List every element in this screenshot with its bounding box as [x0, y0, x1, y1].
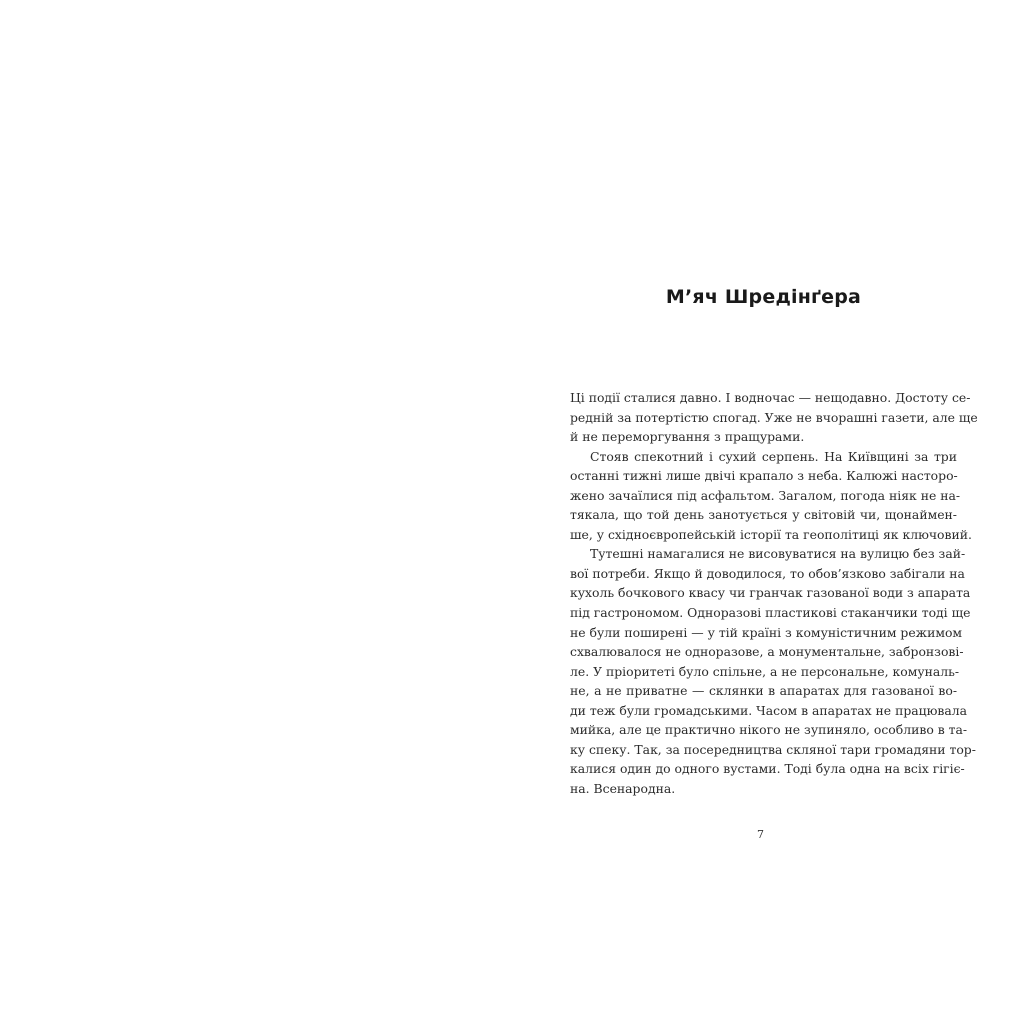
page-number: 7: [757, 828, 764, 841]
text-line: схвалювалося не одноразове, а монументальне, забронзові-: [570, 644, 964, 660]
text-line: не були поширені — у тій країні з комуністичним режимом: [570, 624, 963, 640]
text-line: калися один до одного вустами. Тоді була одна на всіх гігіє-: [570, 761, 965, 777]
text-line: вої потреби. Якщо й доводилося, то обов’язково забігали на: [570, 565, 965, 581]
chapter-title: М’яч Шредінґера: [665, 286, 862, 308]
text-line: на. Всенародна.: [570, 780, 676, 796]
text-line: жено зачаїлися під асфальтом. Загалом, погода ніяк не на-: [570, 487, 961, 503]
text-line: Тутешні намагалися не висовуватися на вулицю без зай-: [590, 546, 966, 562]
text-line: не, а не приватне — склянки в апаратах для газованої во-: [570, 683, 957, 699]
text-line: ле. У пріоритеті було спільне, а не персональне, комуналь-: [570, 663, 960, 679]
text-line: останні тижні лише двічі крапало з неба. Калюжі насторо-: [570, 468, 958, 484]
text-line: під гастрономом. Одноразові пластикові стаканчики тоді ще: [570, 605, 971, 621]
text-line: ди теж були громадськими. Часом в апаратах не працювала: [570, 702, 968, 718]
text-line: ку спеку. Так, за посередництва скляної тари громадяни тор-: [570, 741, 976, 757]
text-line: Стояв спекотний і сухий серпень. На Київщині за три: [590, 448, 957, 464]
text-line: мийка, але це практично нікого не зупиняло, особливо в та-: [570, 722, 968, 738]
text-line: ше, у східноєвропейській історії та геополітиці як ключовий.: [570, 526, 972, 542]
body-text: [570, 388, 978, 798]
text-line: тякала, що той день занотується у світовій чи, щонаймен-: [570, 507, 957, 523]
text-line: кухоль бочкового квасу чи гранчак газованої води з апарата: [570, 585, 971, 601]
text-line: й не переморгування з пращурами.: [570, 429, 805, 445]
text-line: Ці події сталися давно. І водночас — нещодавно. Достоту се-: [570, 390, 971, 405]
text-line: редній за потертістю спогад. Уже не вчорашні газети, але ще: [570, 409, 978, 425]
